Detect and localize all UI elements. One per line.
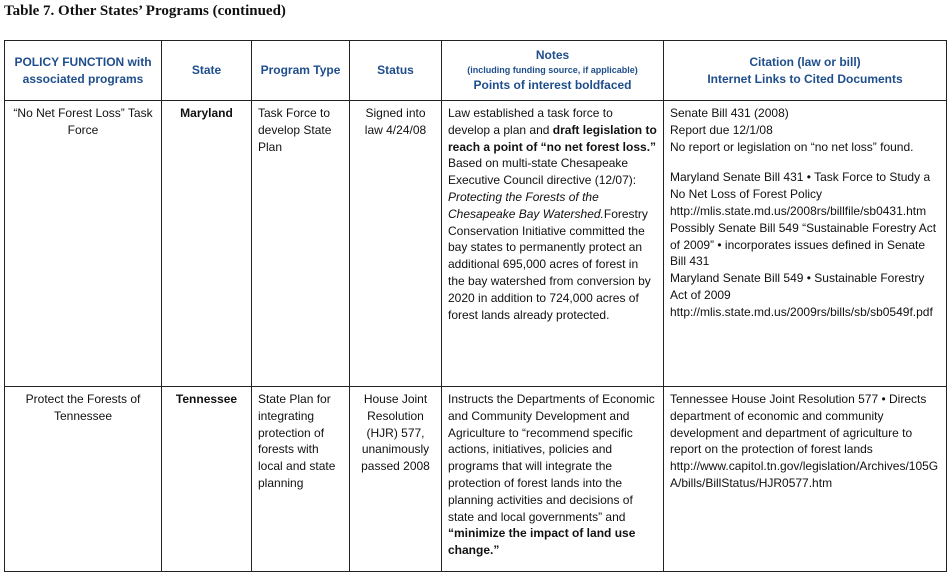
header-status: Status	[350, 41, 442, 101]
header-citation: Citation (law or bill) Internet Links to Cited Documents	[664, 41, 947, 101]
table-caption: Table 7. Other States’ Programs (continued)	[4, 3, 286, 19]
header-notes: Notes (including funding source, if applicable) Points of interest boldfaced	[442, 41, 664, 101]
citation-cell: Tennessee House Joint Resolution 577 • Directs department of economic and community development and department of agriculture to report on the protection of forest lands http://www.capitol.tn.gov/legislation/Archives/105GA/bills/BillStatus/HJR0577.htm	[664, 387, 947, 572]
program-type-cell: State Plan for integrating protection of forests with local and state planning	[252, 387, 350, 572]
policy-cell: “No Net Forest Loss” Task Force	[5, 101, 162, 387]
state-cell: Maryland	[162, 101, 252, 387]
header-policy-function: POLICY FUNCTION with associated programs	[5, 41, 162, 101]
notes-cell: Law established a task force to develop a plan and draft legislation to reach a point of “no net forest loss.” Based on multi-state Chesapeake Executive Council directive (12/07): Protecting the Forests of the Chesapeake Bay Watershed.Forestry Conservation Initiative committed the bay states to permanently protect an additional 695,000 acres of forest in the bay watershed from conversion by 2020 in addition to 724,000 acres of forest lands already protected.	[442, 101, 664, 387]
citation-link[interactable]: http://mlis.state.md.us/2009rs/bills/sb/sb0549f.pdf	[670, 304, 933, 319]
citation-link[interactable]: http://www.capitol.tn.gov/legislation/Archives/105GA/bills/BillStatus/HJR0577.htm	[670, 459, 939, 490]
program-type-cell: Task Force to develop State Plan	[252, 101, 350, 387]
table-row	[5, 101, 947, 387]
header-state: State	[162, 41, 252, 101]
programs-table	[4, 40, 947, 572]
status-cell: Signed into law 4/24/08	[350, 101, 442, 387]
header-program-type: Program Type	[252, 41, 350, 101]
state-cell: Tennessee	[162, 387, 252, 572]
header-row	[5, 41, 947, 101]
citation-link[interactable]: http://mlis.state.md.us/2008rs/billfile/sb0431.htm	[670, 203, 927, 218]
table-row	[5, 387, 947, 572]
policy-cell: Protect the Forests of Tennessee	[5, 387, 162, 572]
status-cell: House Joint Resolution (HJR) 577, unanimously passed 2008	[350, 387, 442, 572]
notes-cell: Instructs the Departments of Economic and Community Development and Agriculture to “recommend specific actions, initiatives, policies and programs that will integrate the protection of forest lands into the planning activities and decisions of state and local governments” and “minimize the impact of land use change.”	[442, 387, 664, 572]
citation-cell: Senate Bill 431 (2008) Report due 12/1/08 No report or legislation on “no net loss” found. Maryland Senate Bill 431 • Task Force to Study a No Net Loss of Forest Policy http://mlis.state.md.us/2008rs/billfile/sb0431.htm Possibly Senate Bill 549 “Sustainable Forestry Act of 2009” • incorporates issues defined in Senate Bill 431 Maryland Senate Bill 549 • Sustainable Forestry Act of 2009 http://mlis.state.md.us/2009rs/bills/sb/sb0549f.pdf	[664, 101, 947, 387]
